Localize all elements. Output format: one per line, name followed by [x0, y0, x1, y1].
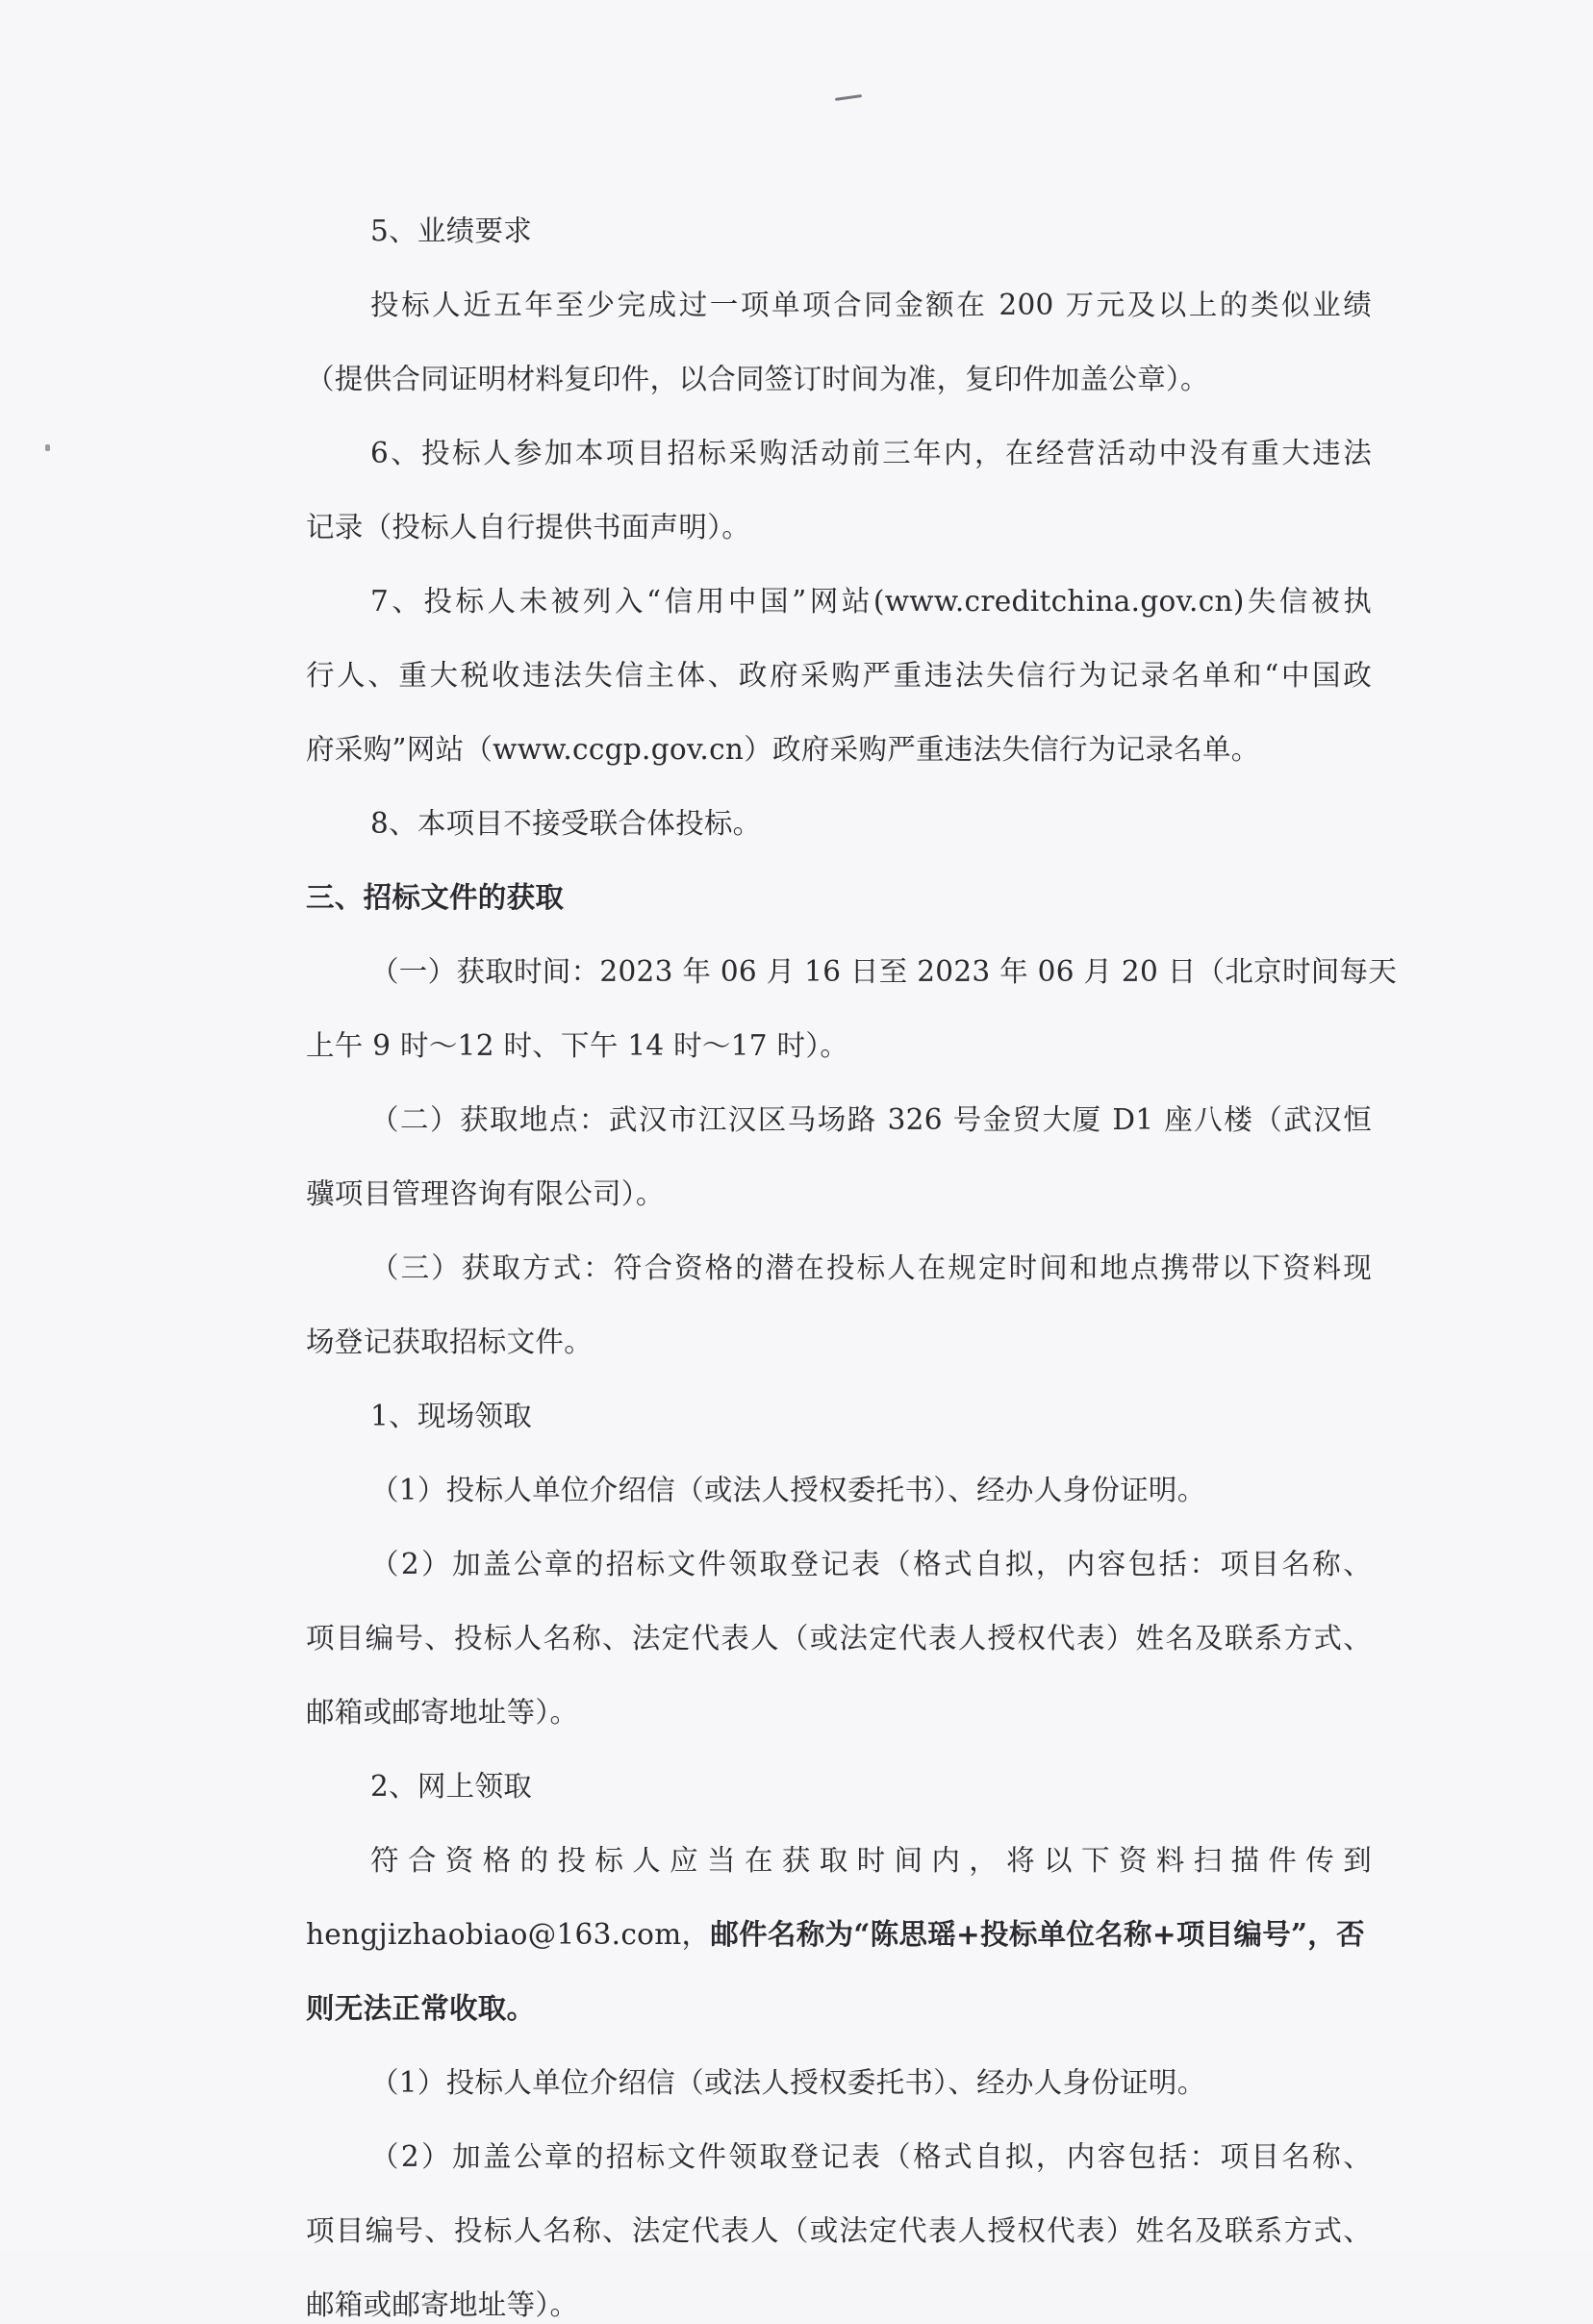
document-body [306, 212, 1398, 2324]
paragraph-line: 邮箱或邮寄地址等）。 [306, 1696, 579, 1729]
paragraph-line: 项目编号、投标人名称、法定代表人（或法定代表人授权代表）姓名及联系方式、 [306, 2214, 1372, 2247]
paragraph-line-email [306, 1915, 1372, 1954]
paragraph-line: 府采购”网站（www.ccgp.gov.cn）政府采购严重违法失信行为记录名单。 [306, 733, 1260, 766]
paragraph-line: 符合资格的投标人应当在获取时间内，将以下资料扫描件传到 [370, 1844, 1372, 1877]
paragraph-line: （二）获取地点：武汉市江汉区马场路 326 号金贸大厦 D1 座八楼（武汉恒 [370, 1103, 1372, 1136]
paragraph-line: （三）获取方式：符合资格的潜在投标人在规定时间和地点携带以下资料现 [370, 1251, 1372, 1284]
paragraph-line: （提供合同证明材料复印件，以合同签订时间为准，复印件加盖公章）。 [306, 363, 1209, 395]
paragraph-line: 7、投标人未被列入“信用中国”网站(www.creditchina.gov.cn)失信被执 [370, 585, 1372, 618]
paragraph-line: 场登记获取招标文件。 [306, 1326, 594, 1358]
paragraph-line: 6、投标人参加本项目招标采购活动前三年内，在经营活动中没有重大违法 [370, 437, 1372, 469]
section-heading: 三、招标文件的获取 [306, 880, 565, 914]
email-subject-rule: 邮件名称为“陈思瑶+投标单位名称+项目编号”，否 [710, 1917, 1365, 1951]
subsection-title-performance: 5、业绩要求 [370, 215, 533, 247]
paragraph-line: 骥项目管理咨询有限公司）。 [306, 1177, 665, 1210]
subsection-title-onsite: 1、现场领取 [370, 1400, 533, 1432]
scan-artifact-dot [45, 444, 50, 451]
subsection-title-online: 2、网上领取 [370, 1770, 533, 1803]
list-item: （2）加盖公章的招标文件领取登记表（格式自拟，内容包括：项目名称、 [370, 2140, 1372, 2173]
paragraph-line: 邮箱或邮寄地址等）。 [306, 2288, 579, 2321]
list-item: （1）投标人单位介绍信（或法人授权委托书）、经办人身份证明。 [370, 1474, 1206, 1506]
paragraph-line: 则无法正常收取。 [306, 1991, 536, 2025]
paragraph-line: 8、本项目不接受联合体投标。 [370, 807, 762, 840]
paragraph-line: 记录（投标人自行提供书面声明）。 [306, 511, 751, 543]
paragraph-line: 投标人近五年至少完成过一项单项合同金额在 200 万元及以上的类似业绩 [370, 289, 1372, 321]
list-item: （2）加盖公章的招标文件领取登记表（格式自拟，内容包括：项目名称、 [370, 1548, 1372, 1580]
scan-artifact-mark [835, 94, 862, 101]
paragraph-line: （一）获取时间：2023 年 06 月 16 日至 2023 年 06 月 20 日（北京时间每天 [370, 955, 1398, 988]
paragraph-line: 上午 9 时～12 时、下午 14 时～17 时）。 [306, 1029, 849, 1062]
list-item: （1）投标人单位介绍信（或法人授权委托书）、经办人身份证明。 [370, 2066, 1206, 2099]
email-address: hengjizhaobiao@163.com， [306, 1918, 711, 1951]
paragraph-line: 行人、重大税收违法失信主体、政府采购严重违法失信行为记录名单和“中国政 [306, 659, 1372, 692]
paragraph-line: 项目编号、投标人名称、法定代表人（或法定代表人授权代表）姓名及联系方式、 [306, 1622, 1372, 1655]
